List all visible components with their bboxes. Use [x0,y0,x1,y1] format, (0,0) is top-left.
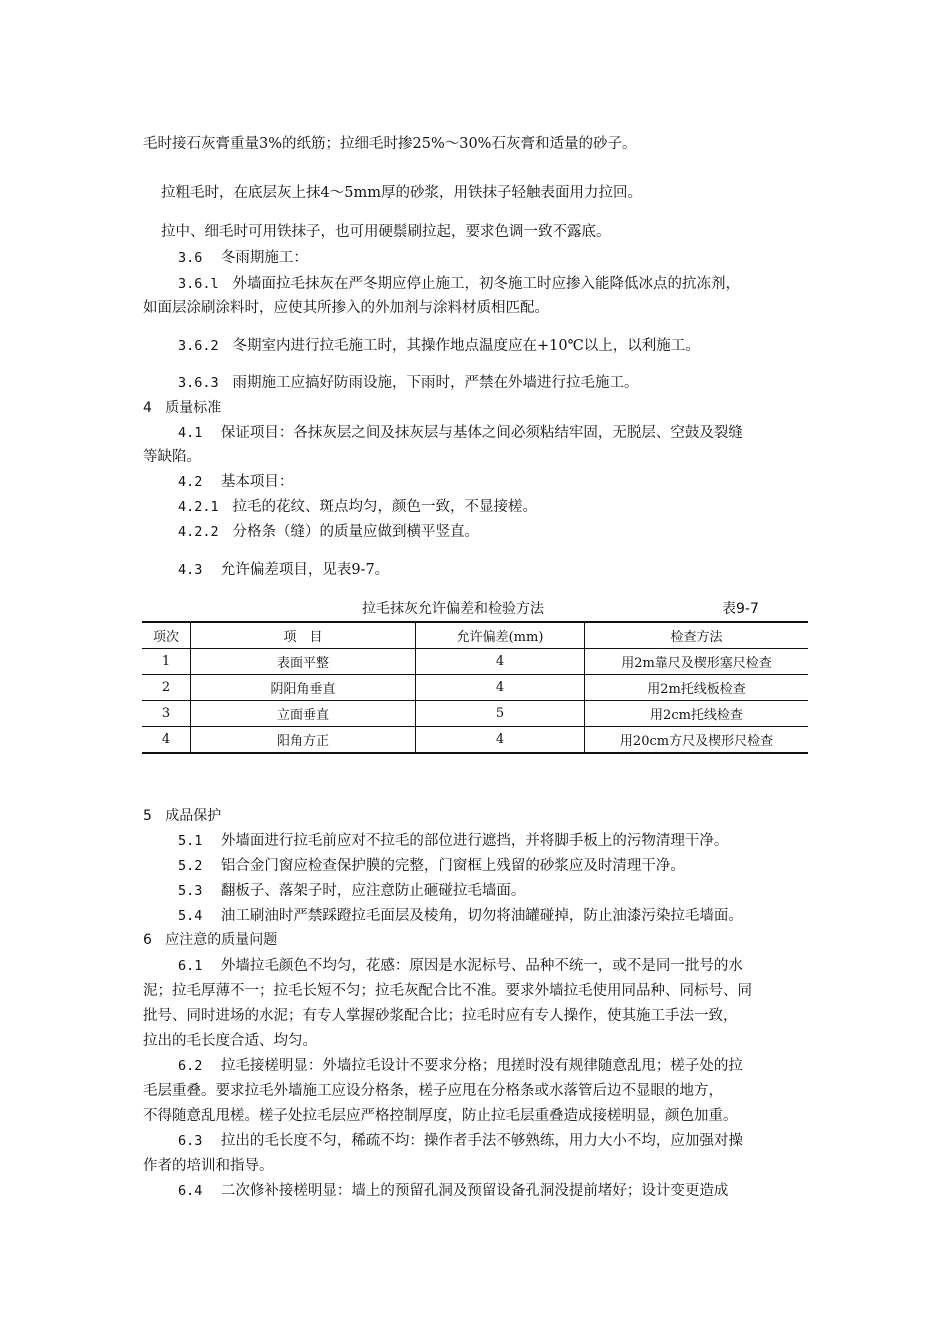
section-number: 3.6.l [178,276,219,292]
section-4-1 [178,423,743,443]
section-4-2-1 [178,497,537,517]
heading-5 [143,806,221,826]
table-row [142,675,808,701]
section-text: 拉毛的花纹、斑点均匀，颜色一致，不显接槎。 [232,499,537,515]
section-number: 3.6 [178,250,203,266]
section-number: 6.1 [178,958,203,974]
section-text: 外墙面拉毛抹灰在严冬期应停止施工，初冬施工时应掺入能降低冰点的抗冻剂， [232,276,740,292]
table-cell: 4 [416,727,585,754]
table-cell: 5 [416,701,585,727]
section-number: 4.2.1 [178,499,219,515]
table-header-row [142,622,808,649]
section-number: 4.1 [178,425,203,441]
paragraph-line: 如面层涂刷涂料时，应使其所掺入的外加剂与涂料材质相匹配。 [143,300,549,316]
section-text: 雨期施工应搞好防雨设施，下雨时，严禁在外墙进行拉毛施工。 [232,375,639,391]
paragraph-line: 不得随意乱甩槎。槎子处拉毛层应严格控制厚度，防止拉毛层重叠造成接槎明显，颜色加重。 [143,1108,738,1124]
header-cell: 项 目 [191,622,416,649]
section-text: 基本项目： [220,474,294,490]
table-cell: 立面垂直 [191,701,416,727]
section-number: 3.6.2 [178,338,219,354]
section-5-2 [178,856,685,876]
section-4-2 [178,472,293,492]
section-text: 拉毛接槎明显：外墙拉毛设计不要求分格；甩搓时没有规律随意乱甩；槎子处的拉 [220,1058,743,1074]
section-text: 拉出的毛长度不匀，稀疏不均：操作者手法不够熟练，用力大小不均，应加强对操 [220,1133,743,1149]
table-title: 拉毛抹灰允许偏差和检验方法 [362,601,544,617]
header-cell: 检查方法 [585,622,809,649]
paragraph-line: 批号、同时进场的水泥；有专人掌握砂浆配合比；拉毛时应有专人操作，使其施工手法一致， [143,1008,738,1024]
table-cell: 3 [142,701,191,727]
heading-text: 质量标准 [165,400,222,416]
section-6-2 [178,1056,743,1076]
section-number: 6.4 [178,1183,203,1199]
heading-number: 5 [143,808,152,824]
heading-text: 应注意的质量问题 [165,932,278,948]
table-cell: 用20cm方尺及楔形尺检查 [585,727,809,754]
header-cell: 项次 [142,622,191,649]
table-row [142,727,808,754]
table-row [142,649,808,675]
section-6-1 [178,956,743,976]
section-text: 冬雨期施工： [220,250,308,266]
section-6-4 [178,1181,728,1201]
paragraph-line: 泥；拉毛厚薄不一；拉毛长短不匀；拉毛灰配合比不准。要求外墙拉毛使用同品种、同标号、同 [143,983,752,999]
section-5-3 [178,881,525,901]
paragraph-line: 拉出的毛长度合适、均匀。 [143,1033,317,1049]
section-number: 5.1 [178,833,203,849]
paragraph-line: 等缺陷。 [143,449,201,465]
section-number: 5.2 [178,858,203,874]
section-text: 分格条（缝）的质量应做到横平竖直。 [232,524,479,540]
section-text: 二次修补接槎明显：墙上的预留孔洞及预留设备孔洞没提前堵好；设计变更造成 [220,1183,729,1199]
table-cell: 表面平整 [191,649,416,675]
table-cell: 用2cm托线检查 [585,701,809,727]
section-number: 4.2 [178,474,203,490]
section-4-2-2 [178,522,479,542]
table-cell: 阳角方正 [191,727,416,754]
section-text: 冬期室内进行拉毛施工时，其操作地点温度应在+10℃以上，以利施工。 [232,338,700,354]
paragraph-line: 作者的培训和指导。 [143,1158,274,1174]
section-text: 铝合金门窗应检查保护膜的完整，门窗框上残留的砂浆应及时清理干净。 [220,858,685,874]
paragraph-line: 拉粗毛时，在底层灰上抹4～5mm厚的砂浆，用铁抹子轻触表面用力拉回。 [161,185,642,201]
table-cell: 阴阳角垂直 [191,675,416,701]
table-cell: 4 [416,649,585,675]
table-cell: 2 [142,675,191,701]
paragraph-line: 毛层重叠。要求拉毛外墙施工应设分格条，槎子应甩在分格条或水落管后边不显眼的地方， [143,1083,723,1099]
section-text: 油工刷油时严禁踩蹬拉毛面层及棱角，切勿将油罐碰掉，防止油漆污染拉毛墙面。 [220,908,743,924]
heading-text: 成品保护 [165,808,222,824]
section-text: 翻板子、落架子时，应注意防止砸碰拉毛墙面。 [220,883,526,899]
section-number: 6.3 [178,1133,203,1149]
paragraph-line: 毛时接石灰膏重量3%的纸筋；拉细毛时掺25%～30%石灰膏和适量的砂子。 [143,136,637,152]
table-cell: 1 [142,649,191,675]
heading-number: 4 [143,400,152,416]
section-3-6-3 [178,373,638,393]
paragraph-line: 拉中、细毛时可用铁抹子，也可用硬鬃刷拉起，要求色调一致不露底。 [161,224,611,240]
section-number: 4.2.2 [178,524,219,540]
section-5-1 [178,831,728,851]
tolerance-table [142,621,808,754]
heading-4 [143,398,221,418]
table-row [142,701,808,727]
header-cell: 允许偏差(mm) [416,622,585,649]
table-cell: 4 [416,675,585,701]
heading-number: 6 [143,932,152,948]
section-6-3 [178,1131,743,1151]
table-cell: 用2m靠尺及楔形塞尺检查 [585,649,809,675]
section-4-3 [178,560,389,580]
section-number: 4.3 [178,562,203,578]
section-text: 外墙面进行拉毛前应对不拉毛的部位进行遮挡，并将脚手板上的污物清理干净。 [220,833,729,849]
section-3-6-2 [178,336,700,356]
section-number: 5.4 [178,908,203,924]
section-3-6-1 [178,274,740,294]
table-label: 表9-7 [722,601,759,617]
heading-6 [143,930,277,950]
section-number: 6.2 [178,1058,203,1074]
section-5-4 [178,906,743,926]
section-text: 保证项目：各抹灰层之间及抹灰层与基体之间必须粘结牢固，无脱层、空鼓及裂缝 [220,425,743,441]
section-text: 外墙拉毛颜色不均匀，花感：原因是水泥标号、品种不统一，或不是同一批号的水 [220,958,743,974]
section-number: 5.3 [178,883,203,899]
section-number: 3.6.3 [178,375,219,391]
table-cell: 4 [142,727,191,754]
section-3-6 [178,248,308,268]
table-cell: 用2m托线板检查 [585,675,809,701]
section-text: 允许偏差项目，见表9-7。 [220,562,390,578]
